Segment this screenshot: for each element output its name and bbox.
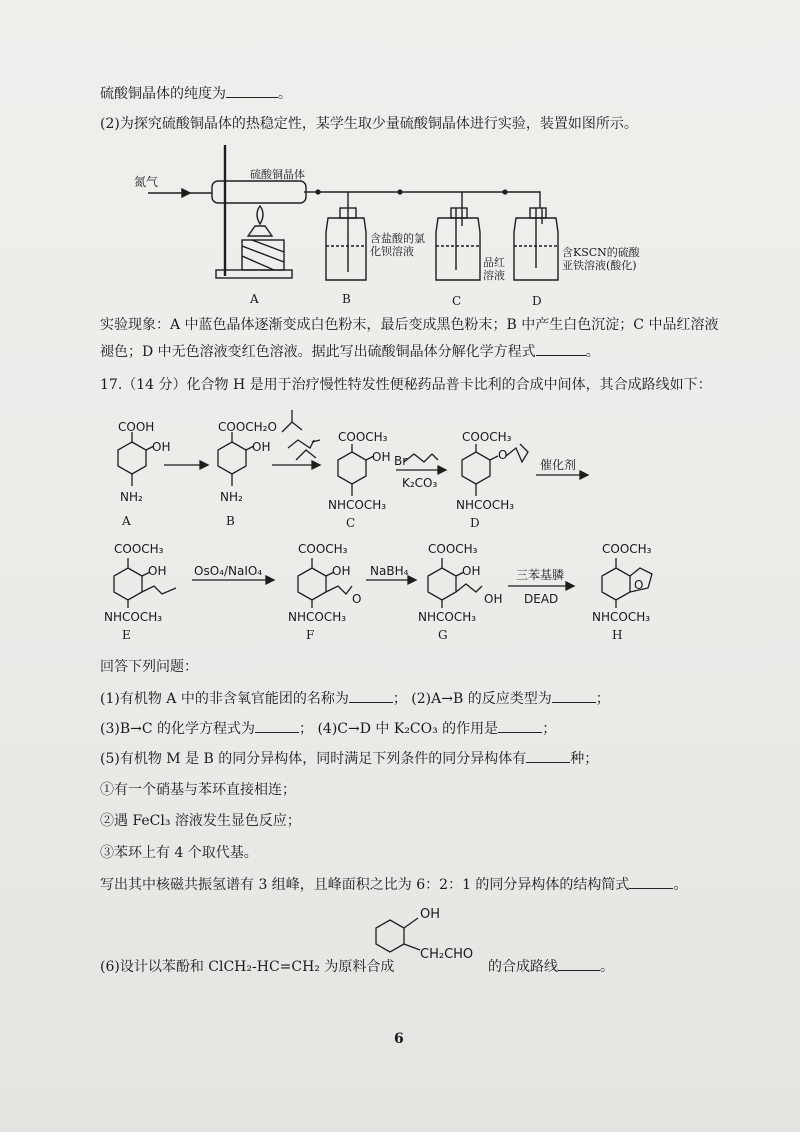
compound-label-a: A xyxy=(122,514,131,528)
group-cooch3-e: COOCH₃ xyxy=(114,542,164,556)
q2-end: ； xyxy=(595,691,610,707)
apparatus-label-c: C xyxy=(452,294,462,308)
group-oh-b: OH xyxy=(252,440,271,454)
q17-header: 17.（14 分）化合物 H 是用于治疗慢性特发性便秘药品普卡比利的合成中间体，其合成路线如下： xyxy=(100,377,712,393)
answer-blank[interactable] xyxy=(526,762,570,763)
q6-ch2cho: CH₂CHO xyxy=(420,947,474,962)
q16-purity-end: 。 xyxy=(278,86,292,102)
compound-label-c: C xyxy=(346,516,356,530)
group-nhcoch3-e: NHCOCH₃ xyxy=(104,610,163,624)
answer-prompt: 回答下列问题： xyxy=(100,659,198,675)
reagent-triphenylphosphine: 三苯基膦 xyxy=(516,568,565,582)
reagent-nabh4: NaBH₄ xyxy=(370,564,409,578)
group-oh-f: OH xyxy=(332,564,351,578)
q17-line-1-2 xyxy=(100,690,610,708)
answer-blank[interactable] xyxy=(498,732,542,733)
q2-text: ； (2)A→B 的反应类型为 xyxy=(392,691,552,707)
q4-end: ； xyxy=(542,721,557,737)
group-cooch2o-b: COOCH₂O xyxy=(218,420,277,434)
condition-3: ③苯环上有 4 个取代基。 xyxy=(100,845,258,861)
q1-text: (1)有机物 A 中的非含氧官能团的名称为 xyxy=(100,691,349,707)
group-nhcoch3-h: NHCOCH₃ xyxy=(592,610,651,624)
group-oh-g: OH xyxy=(462,564,481,578)
group-nh2-a: NH₂ xyxy=(120,490,143,504)
apparatus-label-d: D xyxy=(532,294,542,308)
compound-label-h: H xyxy=(612,628,623,642)
gas-label: 氮气 xyxy=(134,175,159,189)
q6-oh: OH xyxy=(420,907,441,922)
q5-end: 种； xyxy=(570,751,599,767)
reagent-k2co3: K₂CO₃ xyxy=(402,476,438,490)
q6-text: 的合成路线 xyxy=(488,959,558,975)
benzene-ring-d xyxy=(462,452,490,484)
q16-part2-intro: (2)为探究硫酸铜晶体的热稳定性，某学生取少量硫酸铜晶体进行实验，装置如图所示。 xyxy=(100,116,638,132)
group-o-f: O xyxy=(352,592,362,606)
reagent-catalyst: 催化剂 xyxy=(540,458,577,472)
observation-text: 褪色；D 中无色溶液变红色溶液。据此写出硫酸铜晶体分解化学方程式 xyxy=(100,344,536,360)
observation-line-1: 实验现象：A 中蓝色晶体逐渐变成白色粉末，最后变成黑色粉末；B 中产生白色沉淀；C 中品红溶液 xyxy=(100,317,719,333)
condition-2: ②遇 FeCl₃ 溶液发生显色反应； xyxy=(100,813,301,829)
q6-question-start: (6)设计以苯酚和 ClCH₂-HC=CH₂ 为原料合成 xyxy=(100,959,395,975)
q3-text: (3)B→C 的化学方程式为 xyxy=(100,721,256,737)
observation-end: 。 xyxy=(585,344,600,360)
group-cooch3-g: COOCH₃ xyxy=(428,542,478,556)
group-oh-e: OH xyxy=(148,564,167,578)
q6-question-end xyxy=(488,958,614,976)
group-oh-a: OH xyxy=(152,440,171,454)
group-nhcoch3-c: NHCOCH₃ xyxy=(328,498,387,512)
group-nhcoch3-g: NHCOCH₃ xyxy=(418,610,477,624)
condition-1: ①有一个硝基与苯环直接相连； xyxy=(100,782,296,798)
reagent-br: Br xyxy=(394,454,408,468)
solution-b-label: 含盐酸的氯化钡溶液 xyxy=(370,232,425,258)
q16-purity-text: 硫酸铜晶体的纯度为 xyxy=(100,86,226,102)
group-cooch3-d: COOCH₃ xyxy=(462,430,512,444)
answer-blank[interactable] xyxy=(552,702,596,703)
group-nhcoch3-d: NHCOCH₃ xyxy=(456,498,515,512)
solution-c-label: 品红溶液 xyxy=(483,256,505,282)
nmr-end: 。 xyxy=(673,877,688,893)
compound-label-f: F xyxy=(306,628,315,642)
group-o-d: O xyxy=(498,448,508,462)
solution-d-label: 含KSCN的硫酸亚铁溶液(酸化) xyxy=(562,246,640,272)
answer-blank[interactable] xyxy=(255,732,299,733)
group-oh2-g: OH xyxy=(484,592,503,606)
group-cooh-a: COOH xyxy=(118,420,155,434)
group-cooch3-h: COOCH₃ xyxy=(602,542,652,556)
compound-label-e: E xyxy=(122,628,131,642)
apparatus-label-a: A xyxy=(250,292,259,306)
answer-blank[interactable] xyxy=(629,888,673,889)
group-o-h: O xyxy=(634,578,644,592)
group-nh2-b: NH₂ xyxy=(220,490,243,504)
benzene-ring-b xyxy=(218,442,246,474)
q6-end: 。 xyxy=(600,959,614,975)
benzene-ring-e xyxy=(114,568,142,600)
q5-text: (5)有机物 M 是 B 的同分异构体，同时满足下列条件的同分异构体有 xyxy=(100,751,527,767)
benzene-ring-f xyxy=(298,568,326,600)
nmr-question xyxy=(100,876,687,894)
answer-blank[interactable] xyxy=(349,702,393,703)
q17-line-3-4 xyxy=(100,720,556,738)
answer-blank[interactable] xyxy=(558,970,600,971)
compound-label-b: B xyxy=(226,514,235,528)
benzene-ring-h xyxy=(602,568,630,600)
benzene-ring-g xyxy=(428,568,456,600)
compound-label-g: G xyxy=(438,628,448,642)
tube-label: 硫酸铜晶体 xyxy=(250,168,305,181)
reagent-dead: DEAD xyxy=(524,592,559,606)
compound-label-d: D xyxy=(470,516,480,530)
group-cooch3-f: COOCH₃ xyxy=(298,542,348,556)
benzene-ring-q6 xyxy=(376,920,404,952)
benzene-ring-c xyxy=(338,452,366,484)
apparatus-label-b: B xyxy=(342,292,351,306)
group-nhcoch3-f: NHCOCH₃ xyxy=(288,610,347,624)
q17-line-5 xyxy=(100,750,598,768)
benzene-ring-a xyxy=(118,442,146,474)
nmr-text: 写出其中核磁共振氢谱有 3 组峰，且峰面积之比为 6：2：1 的同分异构体的结构简式 xyxy=(100,877,630,893)
group-oh-c: OH xyxy=(372,450,391,464)
page-number: 6 xyxy=(394,1031,404,1047)
group-cooch3-c: COOCH₃ xyxy=(338,430,388,444)
q4-text: ； (4)C→D 中 K₂CO₃ 的作用是 xyxy=(299,721,499,737)
reagent-oso4-naio4: OsO₄/NaIO₄ xyxy=(194,564,263,578)
